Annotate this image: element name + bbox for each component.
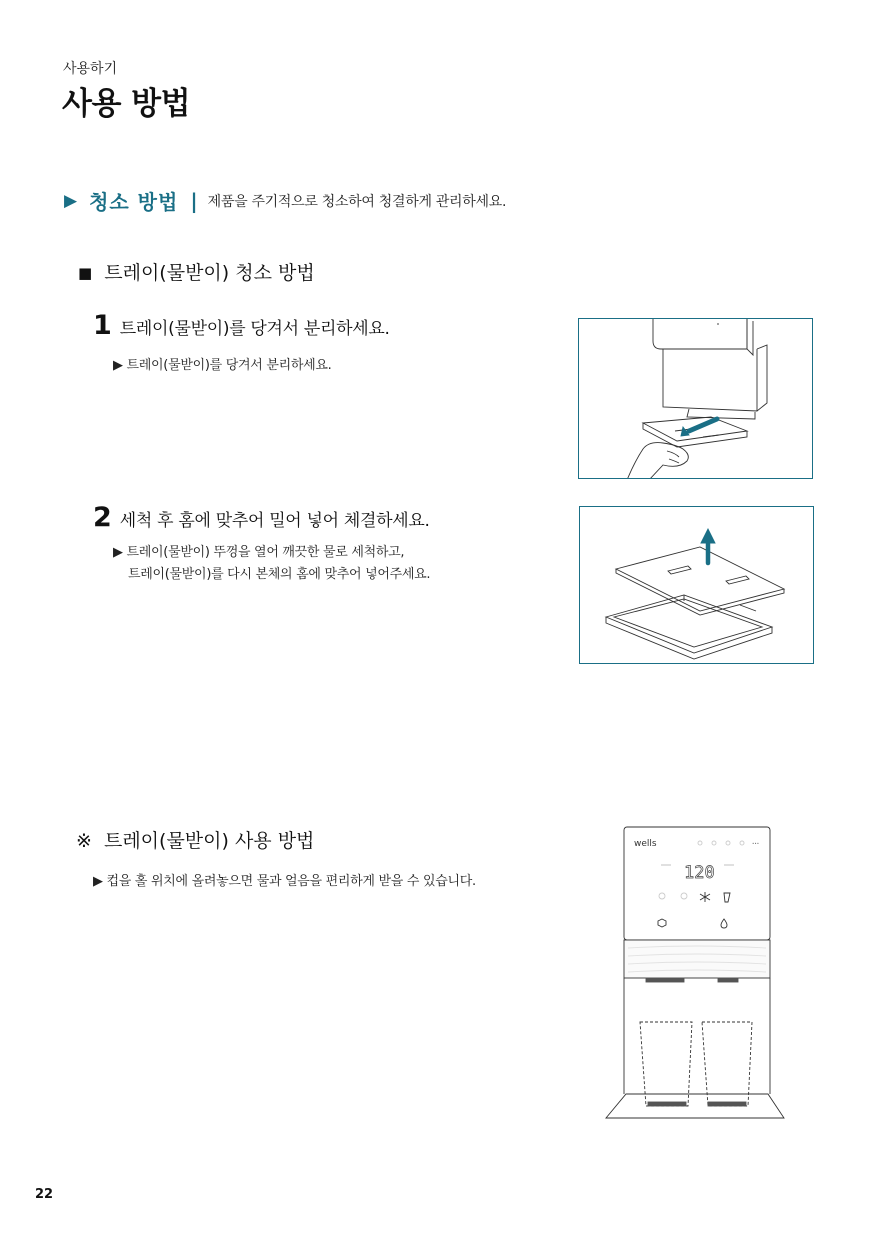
tray-removal-illustration: [578, 318, 813, 479]
section-subtitle: 사용하기: [63, 61, 118, 77]
section-description: 제품을 주기적으로 청소하여 청결하게 관리하세요.: [207, 193, 507, 210]
step-1-bullet: ▶ 트레이(물받이)를 당겨서 분리하세요.: [113, 358, 332, 373]
page-number: 22: [35, 1187, 54, 1202]
page-title: 사용 방법: [62, 86, 191, 122]
svg-text:•••: •••: [752, 841, 760, 846]
step-1-heading: [93, 310, 390, 341]
section-heading: [64, 186, 506, 215]
tray-assembly-illustration: [579, 506, 814, 664]
note-bullet: ▶ 컵을 홀 위치에 올려놓으면 물과 얼음을 편리하게 받을 수 있습니다.: [93, 874, 476, 889]
step-2-bullet-2: 트레이(물받이)를 다시 본체의 홈에 맞추어 넣어주세요.: [128, 567, 431, 582]
step-title: 세척 후 홈에 맞추어 밀어 넣어 체결하세요.: [119, 511, 430, 531]
step-number: 2: [93, 502, 112, 533]
reference-mark-icon: ※: [76, 830, 92, 852]
step-2-heading: [93, 502, 430, 533]
subsection-title: 트레이(물받이) 청소 방법: [104, 262, 315, 284]
brand-logo: wells: [634, 839, 657, 849]
water-purifier-illustration: [604, 826, 786, 1122]
square-bullet-icon: ■: [78, 264, 93, 282]
temperature-display: 120: [684, 863, 715, 883]
note-heading: [76, 826, 314, 853]
play-triangle-icon: ▶: [64, 190, 78, 211]
section-divider: |: [190, 188, 198, 213]
step-2-bullet-1: ▶ 트레이(물받이) 뚜껑을 열어 깨끗한 물로 세척하고,: [113, 545, 405, 560]
note-title: 트레이(물받이) 사용 방법: [103, 830, 315, 852]
subsection-heading: [78, 258, 315, 285]
section-label: 청소 방법: [89, 190, 179, 214]
step-title: 트레이(물받이)를 당겨서 분리하세요.: [119, 319, 390, 339]
step-number: 1: [93, 310, 112, 341]
